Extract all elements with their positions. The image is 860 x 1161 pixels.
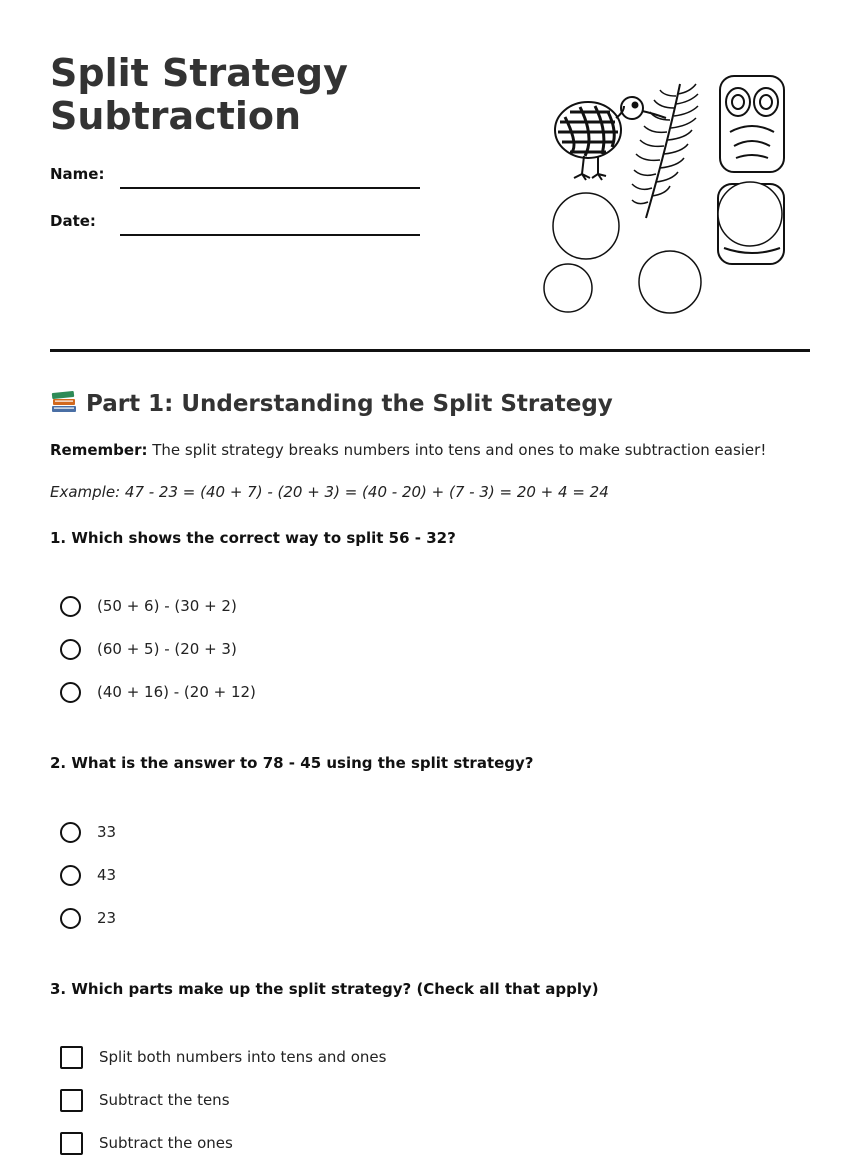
option-label: Subtract the ones	[99, 1134, 233, 1152]
nz-illustration	[540, 72, 790, 317]
option-label: 43	[97, 866, 117, 884]
remember-note	[50, 441, 766, 459]
name-field[interactable]	[120, 187, 420, 189]
radio-button[interactable]	[60, 682, 81, 703]
option-label: 23	[97, 909, 117, 927]
remember-label: Remember:	[50, 441, 148, 459]
checkbox[interactable]	[60, 1046, 83, 1069]
question-3-option-2[interactable]	[60, 1087, 230, 1113]
question-1-option-2[interactable]	[60, 636, 237, 662]
question-1-option-3[interactable]	[60, 679, 256, 705]
part1-heading	[50, 389, 613, 417]
kiwi-bird-icon	[555, 97, 666, 180]
example-text: Example: 47 - 23 = (40 + 7) - (20 + 3) = (40 - 20) + (7 - 3) = 20 + 4 = 24	[50, 483, 609, 501]
name-label: Name:	[50, 165, 105, 183]
blank-circle-icon	[544, 264, 592, 312]
question-1-option-1[interactable]	[60, 593, 237, 619]
option-label: (40 + 16) - (20 + 12)	[97, 683, 256, 701]
radio-button[interactable]	[60, 596, 81, 617]
date-label: Date:	[50, 212, 96, 230]
option-label: Subtract the tens	[99, 1091, 230, 1109]
checkbox[interactable]	[60, 1132, 83, 1155]
radio-button[interactable]	[60, 865, 81, 886]
title-line-1: Split Strategy	[50, 51, 348, 95]
remember-text: The split strategy breaks numbers into tens and ones to make subtraction easier!	[147, 441, 767, 459]
blank-circle-icon	[639, 251, 701, 313]
blank-circle-icon	[718, 182, 782, 246]
option-label: (60 + 5) - (20 + 3)	[97, 640, 237, 658]
title-line-2: Subtraction	[50, 94, 302, 138]
radio-button[interactable]	[60, 908, 81, 929]
question-2: 2. What is the answer to 78 - 45 using the split strategy?	[50, 754, 534, 772]
header-divider	[50, 349, 810, 352]
part1-heading-text: Part 1: Understanding the Split Strategy	[86, 391, 613, 417]
books-icon	[50, 389, 78, 415]
question-3-option-1[interactable]	[60, 1044, 386, 1070]
option-label: (50 + 6) - (30 + 2)	[97, 597, 237, 615]
question-2-option-3[interactable]	[60, 905, 116, 931]
radio-button[interactable]	[60, 822, 81, 843]
question-2-option-1[interactable]	[60, 819, 116, 845]
option-label: Split both numbers into tens and ones	[99, 1048, 387, 1066]
checkbox[interactable]	[60, 1089, 83, 1112]
worksheet-title	[50, 52, 450, 138]
question-3-option-3[interactable]	[60, 1130, 233, 1156]
date-field[interactable]	[120, 234, 420, 236]
question-3: 3. Which parts make up the split strategy? (Check all that apply)	[50, 980, 599, 998]
radio-button[interactable]	[60, 639, 81, 660]
question-1: 1. Which shows the correct way to split 56 - 32?	[50, 529, 456, 547]
blank-circle-icon	[553, 193, 619, 259]
option-label: 33	[97, 823, 117, 841]
question-2-option-2[interactable]	[60, 862, 116, 888]
